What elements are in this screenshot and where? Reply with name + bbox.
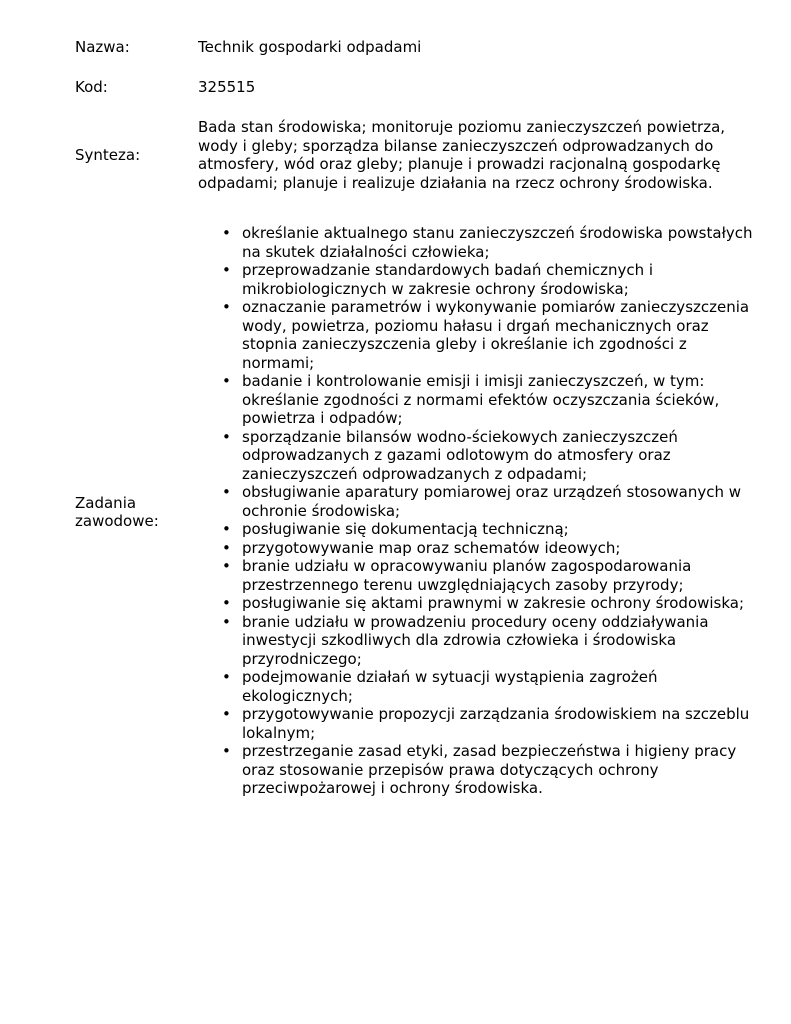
list-item: • badanie i kontrolowanie emisji i imisji zanieczyszczeń, w tym: określanie zgodności z normami efektów oczyszczania ścieków, powietrza i odpadów; [198,372,758,428]
list-item: • przygotowywanie map oraz schematów ideowych; [198,539,758,558]
code-value: 325515 [198,78,256,96]
synthesis-row [75,118,765,192]
synthesis-label: Synteza: [75,145,141,164]
list-item: • branie udziału w opracowywaniu planów zagospodarowania przestrzennego terenu uwzględniających zasoby przyrody; [198,557,758,594]
list-item: • posługiwanie się dokumentacją techniczną; [198,520,758,539]
list-item: • przeprowadzanie standardowych badań chemicznych i mikrobiologicznych w zakresie ochrony środowiska; [198,261,758,298]
name-row [75,38,765,57]
list-item: • sporządzanie bilansów wodno-ściekowych zanieczyszczeń odprowadzanych z gazami odlotowym do atmosfery oraz zanieczyszczeń odprowadzanych z odpadami; [198,428,758,484]
code-label: Kod: [75,78,108,96]
list-item: • oznaczanie parametrów i wykonywanie pomiarów zanieczyszczenia wody, powietrza, poziomu hałasu i drgań mechanicznych oraz stopnia zanieczyszczenia gleby i określanie ich zgodności z normami; [198,298,758,372]
list-item: • posługiwanie się aktami prawnymi w zakresie ochrony środowiska; [198,594,758,613]
list-item: • przestrzeganie zasad etyki, zasad bezpieczeństwa i higieny pracy oraz stosowanie przepisów prawa dotyczących ochrony przeciwpożarowej i ochrony środowiska. [198,742,758,798]
tasks-row [75,211,765,811]
list-item: • obsługiwanie aparatury pomiarowej oraz urządzeń stosowanych w ochronie środowiska; [198,483,758,520]
list-item: • podejmowanie działań w sytuacji wystąpienia zagrożeń ekologicznych; [198,668,758,705]
code-row [75,78,765,97]
name-label: Nazwa: [75,38,130,56]
list-item: • przygotowywanie propozycji zarządzania środowiskiem na szczeblu lokalnym; [198,705,758,742]
tasks-value [198,224,758,798]
list-item: • branie udziału w prowadzeniu procedury oceny oddziaływania inwestycji szkodliwych dla zdrowia człowieka i środowiska przyrodniczego; [198,613,758,669]
tasks-list [198,224,758,798]
synthesis-value: Bada stan środowiska; monitoruje poziomu zanieczyszczeń powietrza, wody i gleby; sporządza bilanse zanieczyszczeń odprowadzanych do atmosfery, wód oraz gleby; planuje i prowadzi racjonalną gospodarkę odpadami; planuje i realizuje działania na rzecz ochrony środowiska. [198,118,726,192]
tasks-label: Zadania zawodowe: [75,493,159,530]
name-value: Technik gospodarki odpadami [198,38,422,56]
list-item: • określanie aktualnego stanu zanieczyszczeń środowiska powstałych na skutek działalności człowieka; [198,224,758,261]
